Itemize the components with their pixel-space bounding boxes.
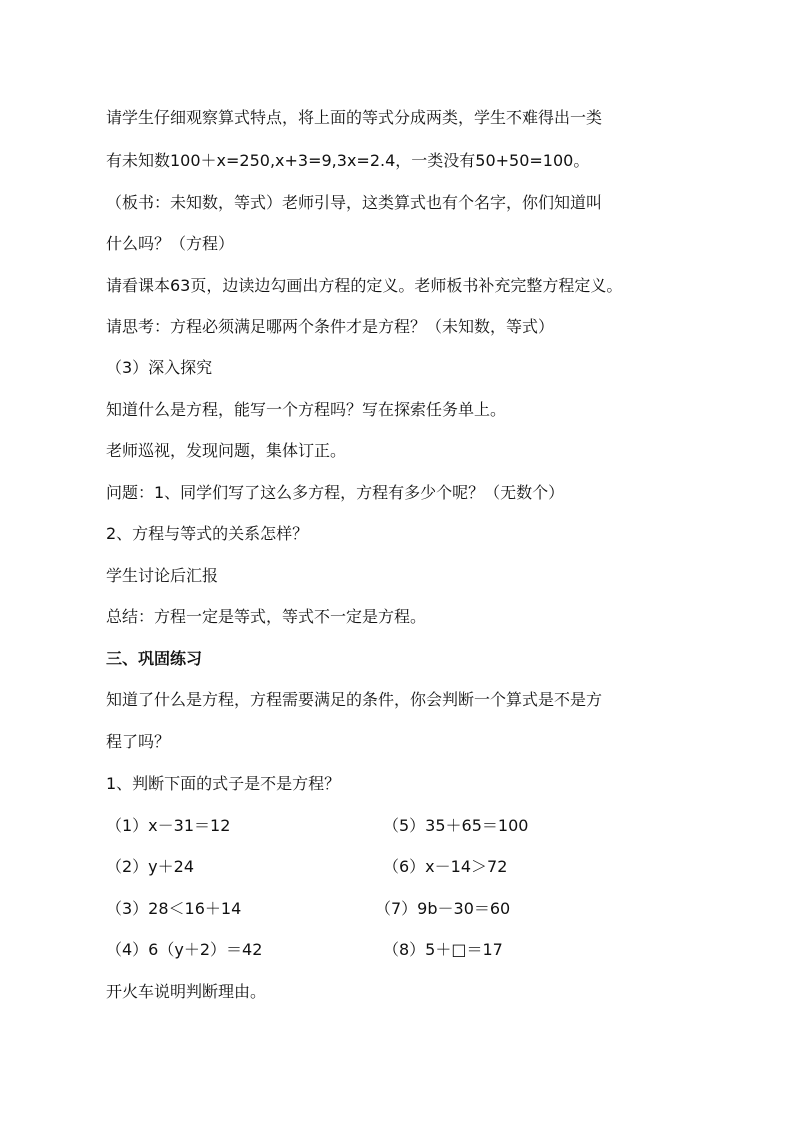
paragraph-line-6: 请思考：方程必须满足哪两个条件才是方程？（未知数，等式） xyxy=(106,317,555,336)
practice-line-3: 1、判断下面的式子是不是方程？ xyxy=(106,774,341,793)
exercise-item-6: （6）x－14＞72 xyxy=(383,857,508,876)
practice-line-2: 程了吗？ xyxy=(106,732,171,751)
paragraph-line-12: 学生讨论后汇报 xyxy=(106,566,219,585)
paragraph-line-10: 问题：1、同学们写了这么多方程，方程有多少个呢？（无数个） xyxy=(106,483,565,502)
paragraph-line-5: 请看课本63页，边读边勾画出方程的定义。老师板书补充完整方程定义。 xyxy=(106,276,623,295)
exercise-item-1: （1）x－31＝12 xyxy=(106,816,231,835)
paragraph-line-4: 什么吗？（方程） xyxy=(106,234,235,253)
paragraph-line-1: 请学生仔细观察算式特点，将上面的等式分成两类，学生不难得出一类 xyxy=(106,108,603,127)
exercise-item-7: （7）9b－30＝60 xyxy=(375,899,511,918)
paragraph-line-11: 2、方程与等式的关系怎样？ xyxy=(106,524,309,543)
exercise-item-2: （2）y＋24 xyxy=(106,857,195,876)
exercise-item-4: （4）6（y＋2）＝42 xyxy=(106,940,263,959)
paragraph-line-8: 知道什么是方程，能写一个方程吗？写在探索任务单上。 xyxy=(106,400,507,419)
practice-line-1: 知道了什么是方程，方程需要满足的条件，你会判断一个算式是不是方 xyxy=(106,690,603,709)
section-heading: 三、巩固练习 xyxy=(106,649,203,668)
paragraph-line-13: 总结：方程一定是等式，等式不一定是方程。 xyxy=(106,607,427,626)
paragraph-line-2: 有未知数100＋x=250,x+3=9,3x=2.4，一类没有50+50=100。 xyxy=(106,151,590,170)
exercise-item-8: （8）5＋□＝17 xyxy=(383,940,503,959)
exercise-item-3: （3）28＜16＋14 xyxy=(106,899,242,918)
exercise-item-5: （5）35＋65＝100 xyxy=(383,816,529,835)
paragraph-line-7: （3）深入探究 xyxy=(106,358,213,377)
paragraph-line-3: （板书：未知数，等式）老师引导，这类算式也有个名字，你们知道叫 xyxy=(106,193,603,212)
paragraph-line-9: 老师巡视，发现问题，集体订正。 xyxy=(106,441,347,460)
closing-line: 开火车说明判断理由。 xyxy=(106,982,267,1001)
